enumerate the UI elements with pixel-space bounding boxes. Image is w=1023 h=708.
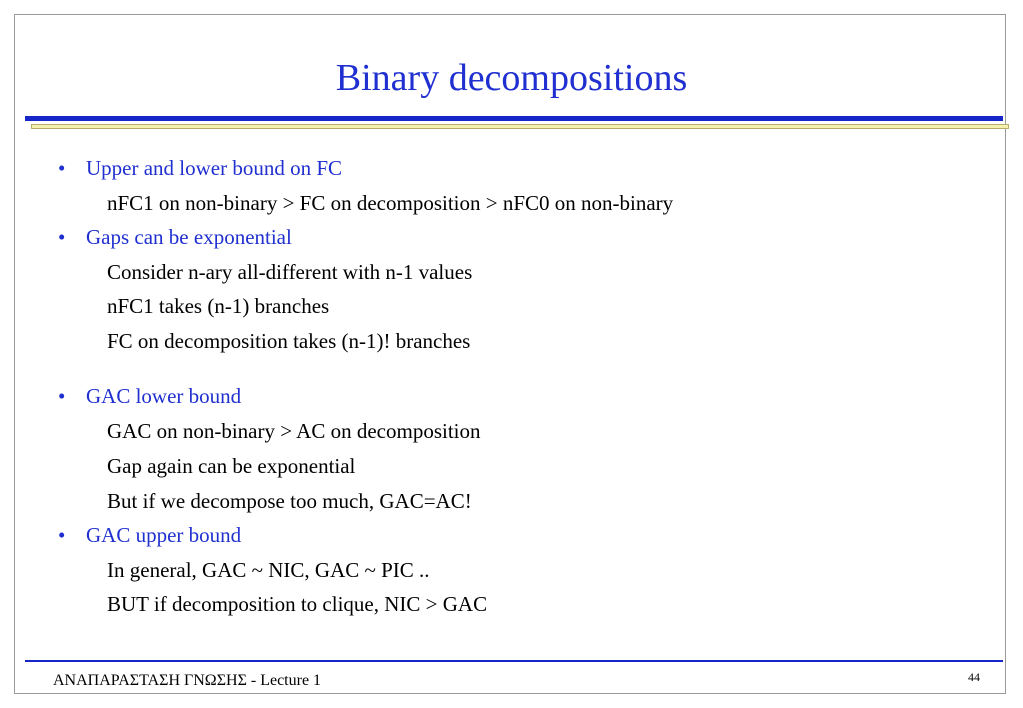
bullet-dot-icon: • <box>58 384 66 408</box>
sub-item: nFC1 takes (n-1) branches <box>107 294 330 318</box>
bullet-gaps-exponential <box>58 224 292 250</box>
sub-item: In general, GAC ~ NIC, GAC ~ PIC .. <box>107 558 430 582</box>
sub-item: nFC1 on non-binary > FC on decomposition > nFC0 on non-binary <box>107 191 674 215</box>
sub-item: GAC on non-binary > AC on decomposition <box>107 419 481 443</box>
sub-item: Consider n-ary all-different with n-1 values <box>107 260 473 284</box>
bullet-label: Upper and lower bound on FC <box>86 156 343 180</box>
bullet-gac-upper-bound <box>58 522 241 548</box>
sub-item: BUT if decomposition to clique, NIC > GAC <box>107 592 488 616</box>
bullet-label: GAC lower bound <box>86 384 242 408</box>
bullet-dot-icon: • <box>58 156 66 180</box>
bullet-upper-lower-bound <box>58 155 342 181</box>
page-number: 44 <box>968 670 980 684</box>
bullet-label: Gaps can be exponential <box>86 225 292 249</box>
slide-title: Binary decompositions <box>335 57 688 99</box>
sub-item: FC on decomposition takes (n-1)! branches <box>107 329 471 353</box>
sub-item: But if we decompose too much, GAC=AC! <box>107 489 472 513</box>
bullet-gac-lower-bound <box>58 383 241 409</box>
bullet-dot-icon: • <box>58 225 66 249</box>
footer-course-title: ΑΝΑΠΑΡΑΣΤΑΣΗ ΓΝΩΣΗΣ - Lecture 1 <box>53 672 322 689</box>
sub-item: Gap again can be exponential <box>107 454 356 478</box>
footer-rule <box>25 660 1003 662</box>
bullet-label: GAC upper bound <box>86 523 242 547</box>
bullet-dot-icon: • <box>58 523 66 547</box>
